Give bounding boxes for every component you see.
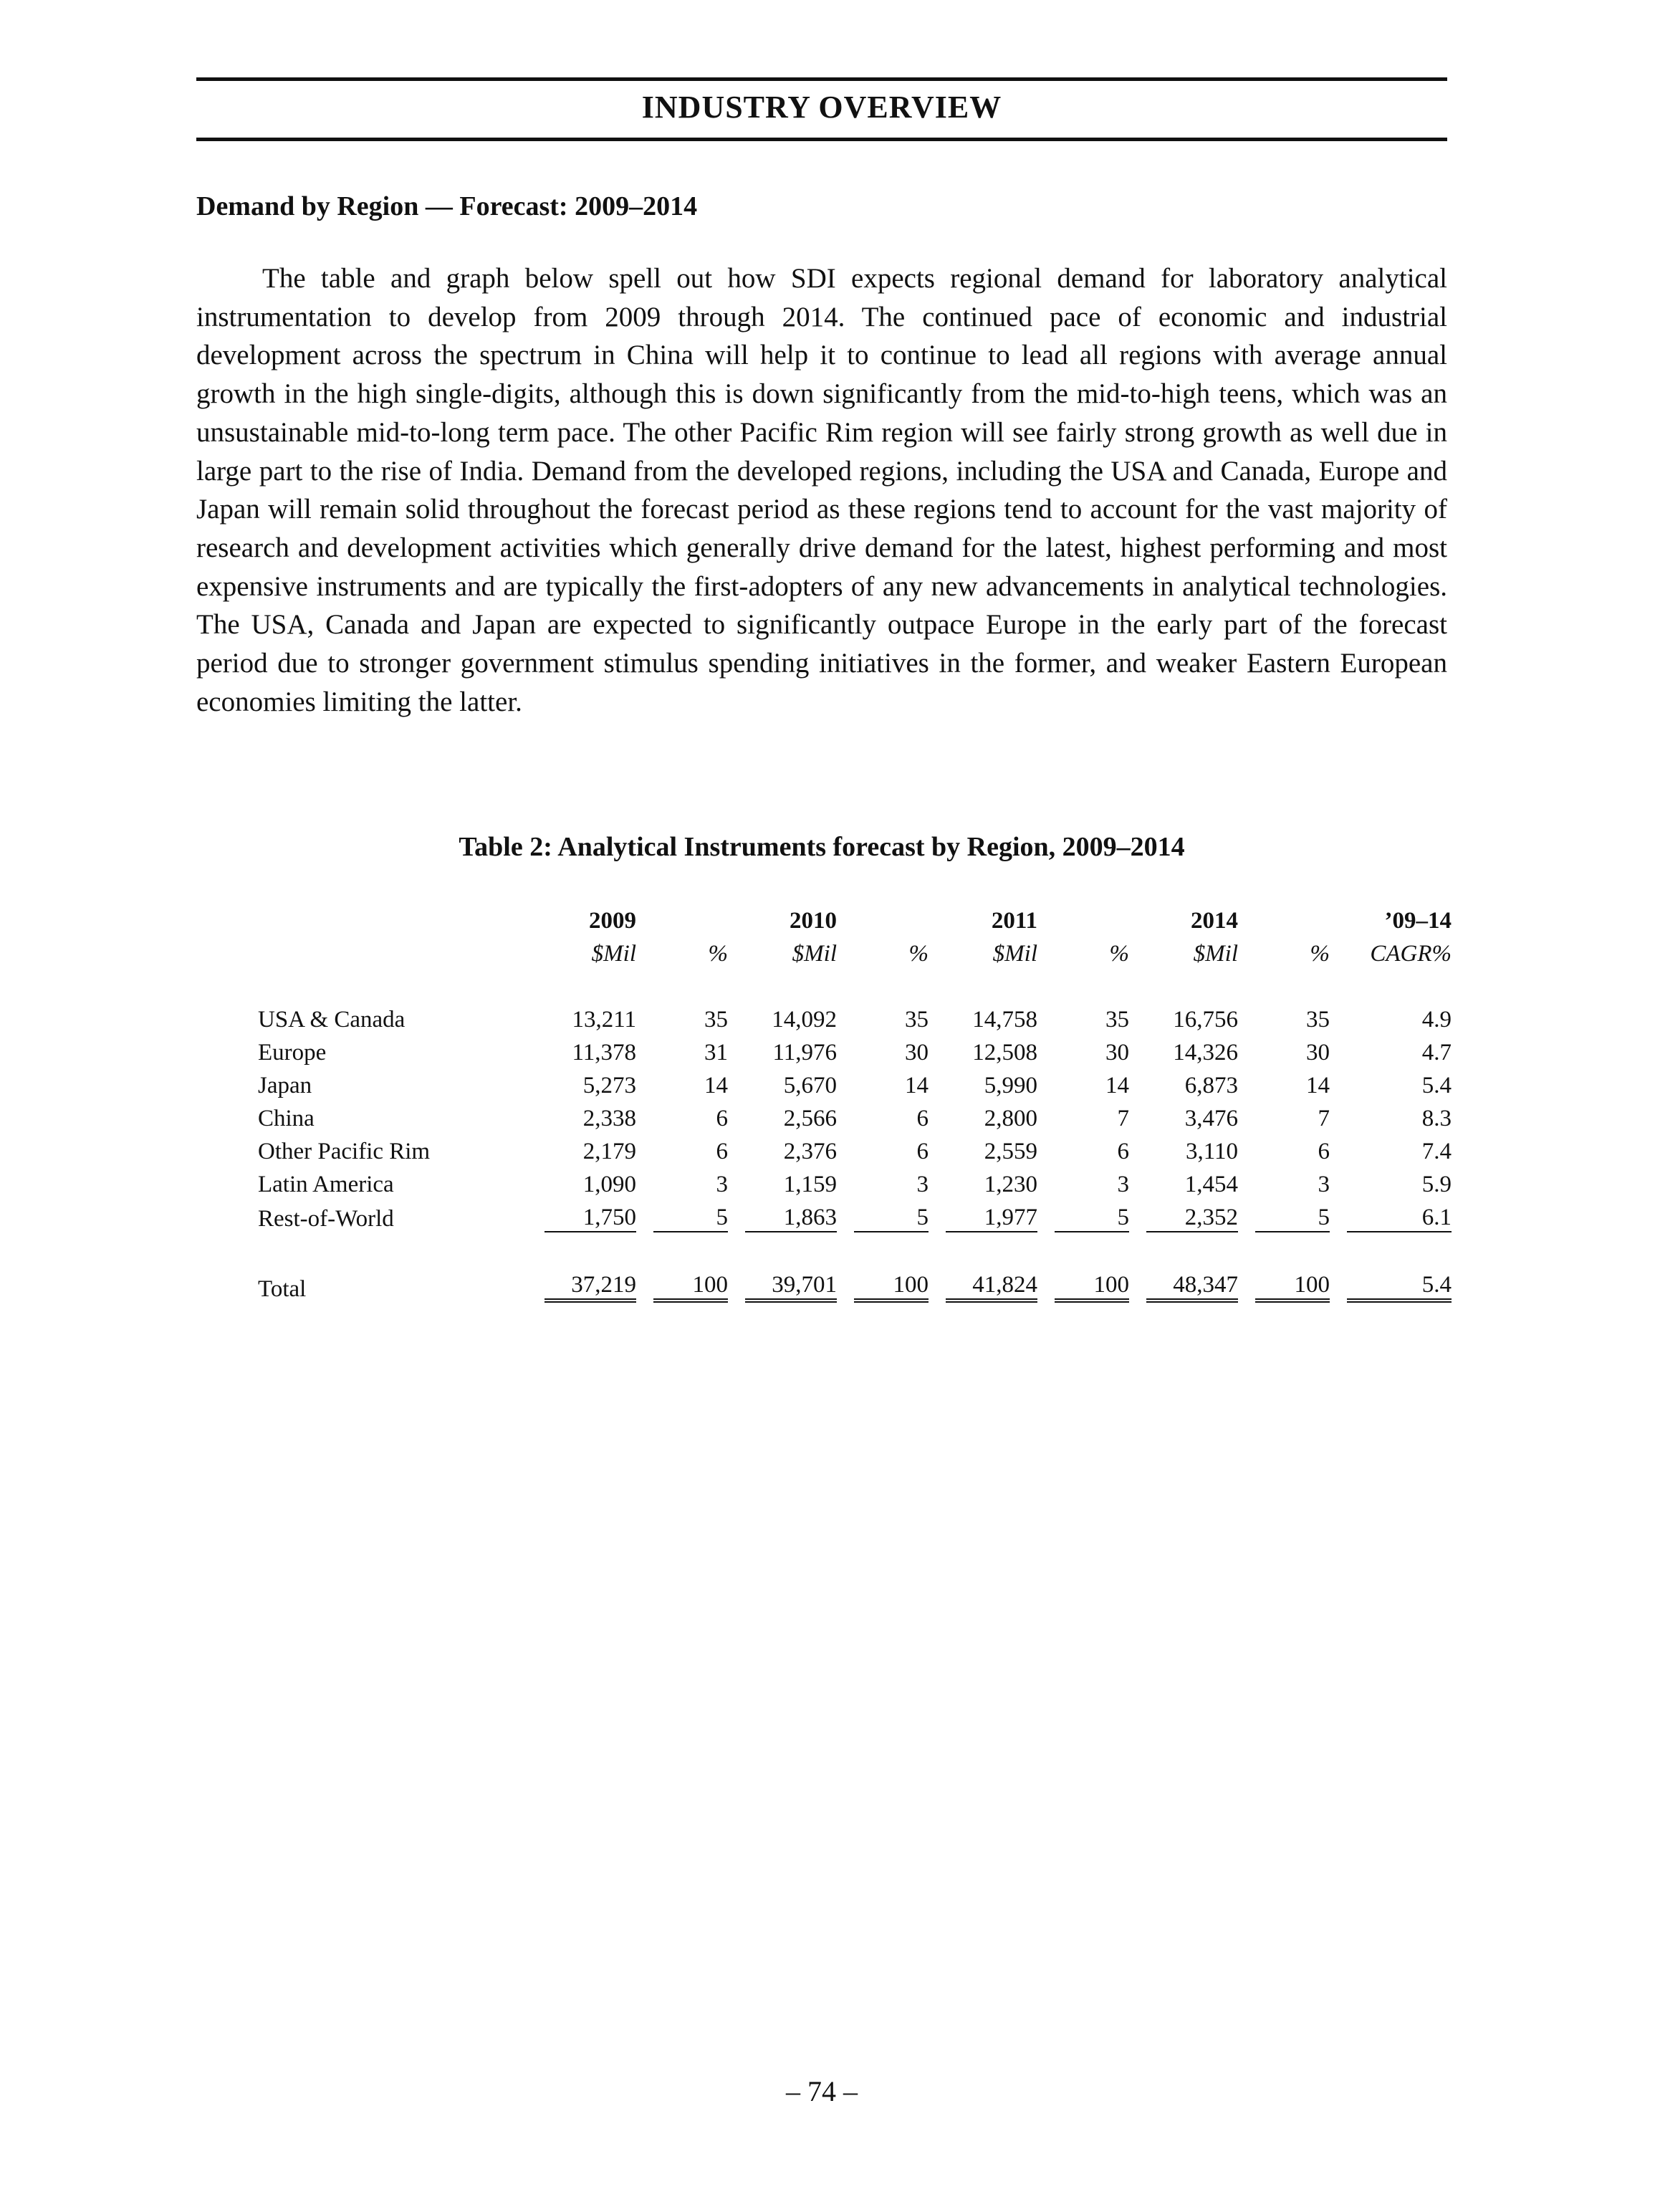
region-label: USA & Canada (258, 1007, 406, 1033)
table-cell: 14 (1306, 1073, 1330, 1098)
table-cell: 2,376 (783, 1139, 837, 1164)
table-cell: 35 (1105, 1007, 1129, 1033)
year-header: 2010 (790, 908, 837, 934)
table-cell: 5.9 (1421, 1172, 1452, 1197)
table-cell: 8.3 (1421, 1106, 1452, 1131)
table-cell: 11,378 (572, 1040, 636, 1066)
unit-header: $Mil (992, 941, 1037, 967)
unit-header-row (258, 934, 1452, 967)
year-header: ’09–14 (1384, 908, 1452, 934)
table-row (258, 1000, 1452, 1033)
table-row (258, 1033, 1452, 1066)
table-cell: 30 (1306, 1040, 1330, 1066)
table-cell: 6 (916, 1139, 929, 1164)
table-cell: 6 (716, 1106, 728, 1131)
region-label: Rest-of-World (258, 1206, 394, 1232)
table-cell: 14,758 (972, 1007, 1037, 1033)
table-row (258, 1132, 1452, 1165)
year-header: 2014 (1191, 908, 1238, 934)
table-cell: 1,750 (544, 1198, 636, 1232)
table-body (258, 901, 1452, 1303)
table-caption: Table 2: Analytical Instruments forecast by Region, 2009–2014 (459, 832, 1185, 862)
table-cell: 5.4 (1347, 1265, 1452, 1303)
table-cell: 7.4 (1421, 1139, 1452, 1164)
table-cell: 39,701 (745, 1265, 837, 1303)
table-cell: 6.1 (1347, 1198, 1452, 1232)
table-cell: 14 (905, 1073, 929, 1098)
table-cell: 2,352 (1146, 1198, 1238, 1232)
forecast-table (258, 901, 1452, 1303)
region-label: China (258, 1106, 315, 1131)
table-cell: 13,211 (572, 1007, 636, 1033)
table-cell: 100 (1055, 1265, 1129, 1303)
spacer-row (258, 967, 1452, 1000)
table-cell: 37,219 (544, 1265, 636, 1303)
table-cell: 30 (1105, 1040, 1129, 1066)
table-cell: 5 (653, 1198, 728, 1232)
table-cell: 7 (1117, 1106, 1129, 1131)
table-cell: 1,090 (582, 1172, 636, 1197)
table-cell: 16,756 (1173, 1007, 1238, 1033)
table-cell: 2,566 (783, 1106, 837, 1131)
table-cell: 3,476 (1184, 1106, 1238, 1131)
header-top-rule (196, 77, 1447, 81)
region-label: Total (258, 1276, 307, 1302)
table-cell: 31 (704, 1040, 728, 1066)
table-cell: 14,092 (772, 1007, 837, 1033)
table-cell: 5.4 (1421, 1073, 1452, 1098)
table-cell: 1,230 (984, 1172, 1037, 1197)
table-cell: 1,977 (946, 1198, 1037, 1232)
table-cell: 1,454 (1184, 1172, 1238, 1197)
table-cell: 100 (653, 1265, 728, 1303)
table-cell: 5,273 (582, 1073, 636, 1098)
year-header-row (258, 901, 1452, 934)
unit-header: % (1310, 941, 1330, 967)
unit-header: $Mil (591, 941, 636, 967)
table-cell: 35 (1306, 1007, 1330, 1033)
unit-header: $Mil (792, 941, 837, 967)
table-row (258, 1066, 1452, 1099)
table-cell: 35 (704, 1007, 728, 1033)
table-cell: 5 (1055, 1198, 1129, 1232)
table-cell: 35 (905, 1007, 929, 1033)
table-cell: 6 (1318, 1139, 1330, 1164)
table-cell: 1,863 (745, 1198, 837, 1232)
table-cell: 2,179 (582, 1139, 636, 1164)
table-cell: 1,159 (783, 1172, 837, 1197)
unit-header: % (1109, 941, 1129, 967)
region-label: Latin America (258, 1172, 394, 1197)
header-bottom-rule (196, 138, 1447, 141)
region-label: Japan (258, 1073, 312, 1098)
table-cell: 6 (916, 1106, 929, 1131)
table-row (258, 1165, 1452, 1198)
table-cell: 2,338 (582, 1106, 636, 1131)
table-cell: 3 (916, 1172, 929, 1197)
region-label: Other Pacific Rim (258, 1139, 431, 1164)
table-cell: 100 (1255, 1265, 1330, 1303)
table-cell: 2,800 (984, 1106, 1037, 1131)
unit-header: % (708, 941, 728, 967)
table-cell: 4.7 (1421, 1040, 1452, 1066)
table-cell: 4.9 (1421, 1007, 1452, 1033)
section-heading: Demand by Region — Forecast: 2009–2014 (196, 191, 698, 221)
table-cell: 2,559 (984, 1139, 1037, 1164)
table-cell: 3 (1318, 1172, 1330, 1197)
table-cell: 100 (854, 1265, 929, 1303)
table-cell: 3,110 (1185, 1139, 1238, 1164)
table-row (258, 1099, 1452, 1132)
table-cell: 5,990 (984, 1073, 1037, 1098)
region-label: Europe (258, 1040, 327, 1066)
unit-header: % (908, 941, 929, 967)
body-paragraph: The table and graph below spell out how SDI expects regional demand for laboratory analytical instrumentation to develop from 2009 through 2014. The continued pace of economic and industrial development across the spectrum in China will help it to continue to lead all regions with average annual growth in the high single-digits, although this is down significantly from the mid-to-high teens, which was an unsustainable mid-to-long term pace. The other Pacific Rim region will see fairly strong growth as well due in large part to the rise of India. Demand from the developed regions, including the USA and Canada, Europe and Japan will remain solid throughout the forecast period as these regions tend to account for the vast majority of research and development activities which generally drive demand for the latest, highest performing and most expensive instruments and are typically the first-adopters of any new advancements in analytical technologies. The USA, Canada and Japan are expected to significantly outpace Europe in the early part of the forecast period due to stronger government stimulus spending initiatives in the former, and weaker Eastern European economies limiting the latter. (196, 263, 1447, 717)
spacer-row (258, 1232, 1452, 1265)
table-cell: 6 (1117, 1139, 1129, 1164)
year-header: 2011 (991, 908, 1037, 934)
table-cell: 30 (905, 1040, 929, 1066)
table-cell: 12,508 (972, 1040, 1037, 1066)
table-cell: 48,347 (1146, 1265, 1238, 1303)
page-number: – 74 – (786, 2075, 858, 2107)
table-cell: 41,824 (946, 1265, 1037, 1303)
table-row (258, 1198, 1452, 1232)
table-cell: 14 (1105, 1073, 1129, 1098)
table-cell: 5,670 (783, 1073, 837, 1098)
table-cell: 11,976 (772, 1040, 837, 1066)
page-header-title: INDUSTRY OVERVIEW (641, 90, 1002, 125)
total-row (258, 1265, 1452, 1303)
table-cell: 3 (716, 1172, 728, 1197)
table-cell: 6,873 (1184, 1073, 1238, 1098)
table-cell: 7 (1318, 1106, 1330, 1131)
table-cell: 14 (704, 1073, 728, 1098)
table-cell: 3 (1117, 1172, 1129, 1197)
unit-header: $Mil (1193, 941, 1238, 967)
year-header: 2009 (589, 908, 636, 934)
unit-header: CAGR% (1370, 941, 1452, 967)
table-cell: 14,326 (1173, 1040, 1238, 1066)
table-cell: 6 (716, 1139, 728, 1164)
table-cell: 5 (854, 1198, 929, 1232)
table-cell: 5 (1255, 1198, 1330, 1232)
